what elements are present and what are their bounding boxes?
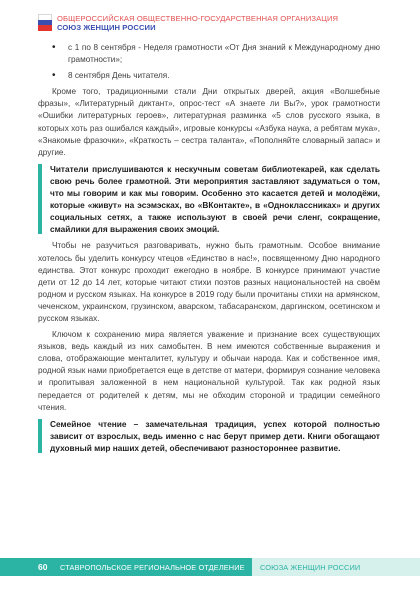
callout-text: Семейное чтение – замечательная традиция, успех которой полностью зависит от взрослых, ведь именно с нас берут пример дети. Книги обогащают духовный мир наших детей, обеспечивают разностороннее развитие. [50,418,380,453]
list-item: • 8 сентября День читателя. [38,70,380,82]
page-footer [0,558,420,576]
callout-block [38,163,380,236]
organization-title [57,14,338,32]
page-header [0,0,420,38]
callout-block [38,418,380,454]
footer-left-text: СТАВРОПОЛЬСКОЕ РЕГИОНАЛЬНОЕ ОТДЕЛЕНИЕ [60,562,245,572]
callout-text: Читатели прислушиваются к нескучным советам библиотекарей, как сделать свою речь более грамотной. Эти мероприятия заставляют задуматься о том, что мы говорим и как мы говорим. Особенно это касается детей и молодёжи, которые «живут» на эсэмэсках, во «ВКонтакте», в «Одноклассниках» и других социальных сетях, а также используют в своей речи сленг, сокращение, смайлики для выражения своих эмоций. [50,163,380,235]
event-list [38,42,380,82]
list-item: • с 1 по 8 сентября - Неделя грамотности «От Дня знаний к Международному дню грамотности»; [38,42,380,66]
callout-accent-bar [38,164,42,235]
paragraph: Чтобы не разучиться разговаривать, нужно быть грамотным. Особое внимание хотелось бы уделить конкурсу чтецов «Единство в нас!», посвященному Дню народного единства. Этот конкурс проходит ежегодно в ноябре. В конкурсе принимают участие дети от 12 до 14 лет, которые читают стихи поэтов разных национальностей на своём родном и русском языках. На конкурсе в 2019 году были прочитаны стихи на армянском, чеченском, украинском, грузинском, аварском, табасаранском, даргинском, осетинском и русском языках. [38,241,380,323]
page-number: 60 [38,562,48,572]
footer-right-text: СОЮЗА ЖЕНЩИН РОССИИ [260,562,361,572]
organization-title-line2: СОЮЗ ЖЕНЩИН РОССИИ [57,23,156,32]
callout-accent-bar [38,419,42,453]
paragraph: Кроме того, традиционными стали Дни открытых дверей, акция «Волшебные фразы», «Литературный диктант», опрос-тест «А знаете ли Вы?», урок грамотности «Ошибки литературных героев», литературная разминка «5 слов русского языка, в которых хоть раз ошибался каждый», игровые конкурсы «Азбука наука, а ребятам мука», «Знакомые фразочки», «Краткость – сестра таланта», «Пополняйте словарный запас» и другие. [38,87,380,157]
russian-flag-icon [38,14,52,31]
paragraph: Ключом к сохранению мира является уважение и признание всех существующих языков, ведь каждый из них самобытен. В нем имеются собственные выражения и слова, отображающие менталитет, культуру и обычаи народа. Как и собственное имя, родной язык нами приобретается еще в детстве от матери, формируя сознание человека и пропитывая заложенной в нем национальной культурой. Так как родной язык передается от родителей к детям, мы не обходим стороной и традиции семейного чтения. [38,330,380,412]
organization-title-line1: ОБЩЕРОССИЙСКАЯ ОБЩЕСТВЕННО-ГОСУДАРСТВЕННАЯ ОРГАНИЗАЦИЯ [57,14,339,23]
page-body [38,42,380,459]
